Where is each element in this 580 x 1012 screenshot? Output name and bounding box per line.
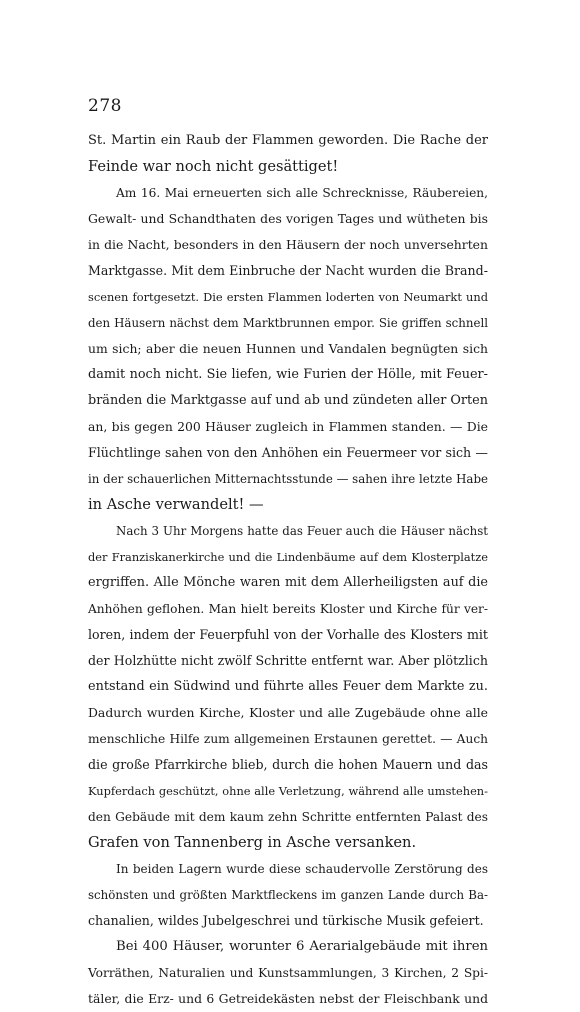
text-line: Kupferdach geschützt, ohne alle Verletzung, während alle umstehen- [88,784,488,798]
text-line: in der schauerlichen Mitternachtsstunde — sahen ihre letzte Habe [88,472,488,486]
text-line: den Gebäude mit dem kaum zehn Schritte entfernten Palast des [88,810,488,824]
text-line: Bei 400 Häuser, worunter 6 Aerarialgebäude mit ihren [116,939,488,954]
text-line: scenen fortgesetzt. Die ersten Flammen loderten von Neumarkt und [88,290,488,304]
text-line: bränden die Marktgasse auf und ab und zündeten aller Orten [88,393,488,408]
text-line: Am 16. Mai erneuerten sich alle Schrecknisse, Räubereien, [116,186,488,200]
text-line: Vorräthen, Naturalien und Kunstsammlungen, 3 Kirchen, 2 Spi- [88,966,488,980]
text-line: den Häusern nächst dem Marktbrunnen empor. Sie griffen schnell [88,316,488,330]
text-line: um sich; aber die neuen Hunnen und Vandalen begnügten sich [88,341,488,356]
text-line: Flüchtlinge sahen von den Anhöhen ein Feuermeer vor sich — [88,445,488,460]
text-line: Gewalt- und Schandthaten des vorigen Tages und wütheten bis [88,211,488,226]
text-line: täler, die Erz- und 6 Getreidekästen nebst der Fleischbank und [88,991,488,1006]
text-line: In beiden Lagern wurde diese schaudervolle Zerstörung des [116,862,488,876]
text-line: der Franziskanerkirche und die Lindenbäume auf dem Klosterplatze [88,550,488,564]
text-line: die große Pfarrkirche blieb, durch die hohen Mauern und das [88,757,488,772]
text-line: St. Martin ein Raub der Flammen geworden. Die Rache der [88,133,488,148]
text-line: der Holzhütte nicht zwölf Schritte entfernt war. Aber plötzlich [88,653,488,668]
text-line: Nach 3 Uhr Morgens hatte das Feuer auch die Häuser nächst [116,524,488,538]
text-line: damit noch nicht. Sie liefen, wie Furien der Hölle, mit Feuer- [88,367,488,382]
text-line: Dadurch wurden Kirche, Kloster und alle Zugebäude ohne alle [88,705,488,720]
text-line: Marktgasse. Mit dem Einbruche der Nacht wurden die Brand- [88,263,488,278]
text-line: entstand ein Südwind und führte alles Feuer dem Markte zu. [88,679,488,694]
text-line: Anhöhen geflohen. Man hielt bereits Kloster und Kirche für ver- [88,602,488,616]
page-number: 278 [88,96,122,116]
text-line: Feinde war noch nicht gesättiget! [88,158,339,175]
text-line: in die Nacht, besonders in den Häusern der noch unversehrten [88,237,488,252]
text-line: schönsten und größten Marktfleckens im ganzen Lande durch Ba- [88,888,488,902]
text-line: menschliche Hilfe zum allgemeinen Erstaunen gerettet. — Auch [88,732,488,746]
text-line: in Asche verwandelt! — [88,496,264,513]
text-line: an, bis gegen 200 Häuser zugleich in Flammen standen. — Die [88,419,488,434]
body-text [88,128,488,1012]
text-line: Grafen von Tannenberg in Asche versanken. [88,834,417,851]
text-line: chanalien, wildes Jubelgeschrei und türkische Musik gefeiert. [88,913,484,928]
text-line: loren, indem der Feuerpfuhl von der Vorhalle des Klosters mit [88,627,488,642]
text-line: ergriffen. Alle Mönche waren mit dem Allerheiligsten auf die [88,575,488,590]
